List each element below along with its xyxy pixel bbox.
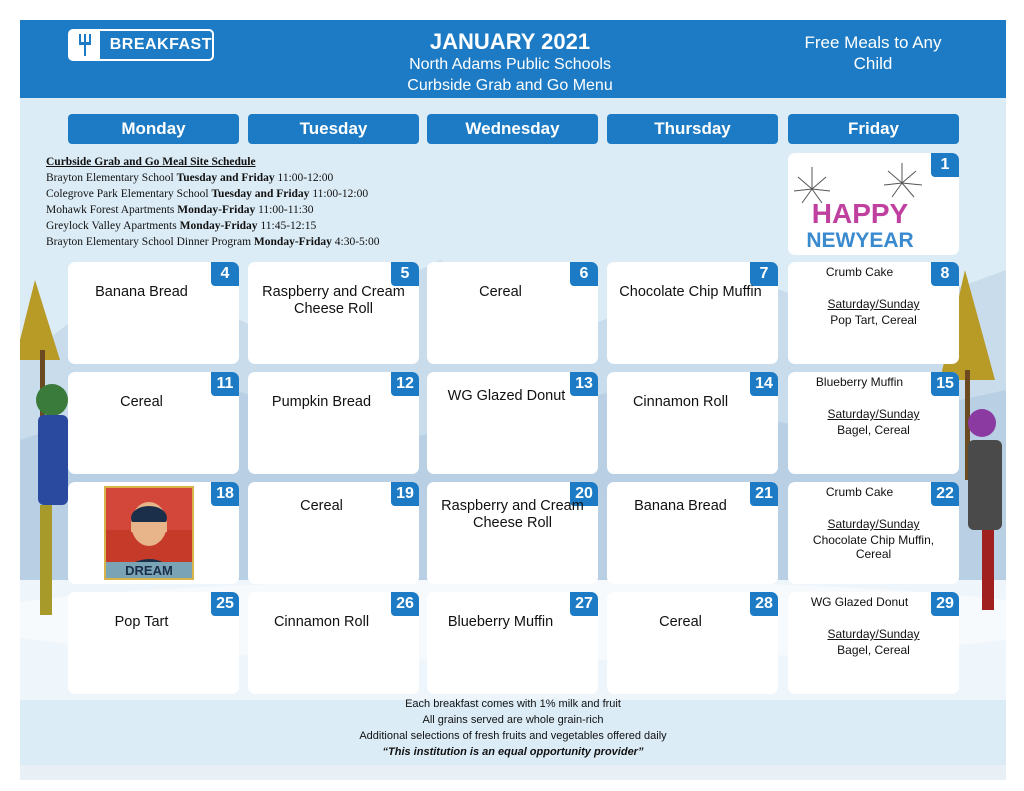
day-cell-7 — [607, 262, 778, 364]
day-number: 25 — [211, 592, 239, 616]
menu-page — [20, 20, 1006, 780]
svg-text:DREAM: DREAM — [125, 563, 173, 578]
svg-text:NEWYEAR: NEWYEAR — [806, 229, 914, 251]
day-cell-11 — [68, 372, 239, 474]
weekend-label: Saturday/Sunday — [827, 297, 920, 311]
day-cell-5 — [248, 262, 419, 364]
day-cell-28 — [607, 592, 778, 694]
menu-item: WG Glazed Donut — [810, 595, 909, 609]
menu-item: Crumb Cake — [825, 485, 894, 499]
day-number: 4 — [211, 262, 239, 286]
day-number: 15 — [931, 372, 959, 396]
menu-item: WG Glazed Donut — [447, 388, 566, 404]
day-cell-15 — [788, 372, 959, 474]
schedule-title: Curbside Grab and Go Meal Site Schedule — [46, 156, 256, 168]
day-cell-18 — [68, 482, 239, 584]
day-cell-6 — [427, 262, 598, 364]
day-number: 5 — [391, 262, 419, 286]
free-meals-line-2: Child — [853, 54, 893, 73]
day-number: 8 — [931, 262, 959, 286]
weekend-label: Saturday/Sunday — [827, 627, 920, 641]
equal-opportunity-statement: “This institution is an equal opportunity provider” — [382, 746, 644, 758]
day-number: 20 — [570, 482, 598, 506]
day-header-wednesday: Wednesday — [427, 114, 598, 144]
day-number: 19 — [391, 482, 419, 506]
day-number: 7 — [750, 262, 778, 286]
weekend-menu: Chocolate Chip Muffin, Cereal — [812, 533, 935, 561]
day-number: 1 — [931, 153, 959, 177]
day-number: 12 — [391, 372, 419, 396]
day-cell-4 — [68, 262, 239, 364]
schedule-line: Brayton Elementary School Tuesday and Friday 11:00-12:00 — [46, 172, 334, 184]
schedule-line: Colegrove Park Elementary School Tuesday and Friday 11:00-12:00 — [46, 188, 369, 200]
day-cell-27 — [427, 592, 598, 694]
day-number: 18 — [211, 482, 239, 506]
day-header-friday: Friday — [788, 114, 959, 144]
menu-item: Pop Tart — [114, 614, 169, 630]
day-number: 13 — [570, 372, 598, 396]
breakfast-logo — [68, 29, 214, 61]
menu-item: Crumb Cake — [825, 265, 894, 279]
weekend-menu: Pop Tart, Cereal — [830, 313, 917, 327]
menu-item: Cereal — [659, 614, 702, 630]
menu-item: Cereal — [120, 394, 163, 410]
free-meals-line-1: Free Meals to Any — [804, 33, 942, 52]
svg-text:HAPPY: HAPPY — [811, 198, 909, 229]
weekend-label: Saturday/Sunday — [827, 407, 920, 421]
day-cell-19 — [248, 482, 419, 584]
day-number: 21 — [750, 482, 778, 506]
day-cell-21 — [607, 482, 778, 584]
menu-item: Banana Bread — [95, 284, 188, 300]
menu-item: Blueberry Muffin — [815, 375, 904, 389]
day-header-monday: Monday — [68, 114, 239, 144]
schedule-line: Brayton Elementary School Dinner Program Monday-Friday 4:30-5:00 — [46, 236, 380, 248]
day-cell-14 — [607, 372, 778, 474]
day-cell-26 — [248, 592, 419, 694]
header-banner — [20, 20, 1006, 98]
day-header-thursday: Thursday — [607, 114, 778, 144]
footer-line: Each breakfast comes with 1% milk and fruit — [405, 698, 621, 710]
day-cell-1 — [788, 153, 959, 255]
footer-line: All grains served are whole grain-rich — [422, 714, 604, 726]
day-number: 22 — [931, 482, 959, 506]
menu-item: Cereal — [300, 498, 343, 514]
day-number: 29 — [931, 592, 959, 616]
day-number: 26 — [391, 592, 419, 616]
footer-line: Additional selections of fresh fruits and vegetables offered daily — [359, 730, 667, 742]
mlk-dream-poster — [104, 486, 194, 580]
day-cell-22 — [788, 482, 959, 584]
day-number: 11 — [211, 372, 239, 396]
happy-new-year-art — [790, 159, 930, 251]
day-cell-12 — [248, 372, 419, 474]
schedule-line: Greylock Valley Apartments Monday-Friday 11:45-12:15 — [46, 220, 317, 232]
page-title: JANUARY 2021 — [429, 29, 591, 54]
menu-subtitle: Curbside Grab and Go Menu — [407, 77, 613, 94]
menu-item: Raspberry and Cream Cheese Roll — [262, 284, 405, 317]
weekend-label: Saturday/Sunday — [827, 517, 920, 531]
menu-item: Cinnamon Roll — [273, 614, 370, 630]
menu-item: Blueberry Muffin — [447, 614, 554, 630]
schedule-line: Mohawk Forest Apartments Monday-Friday 11:00-11:30 — [46, 204, 314, 216]
day-cell-25 — [68, 592, 239, 694]
day-number: 28 — [750, 592, 778, 616]
menu-item: Banana Bread — [634, 498, 727, 514]
day-header-tuesday: Tuesday — [248, 114, 419, 144]
menu-item: Cinnamon Roll — [632, 394, 729, 410]
menu-item: Raspberry and Cream Cheese Roll — [441, 498, 584, 531]
meal-site-schedule — [46, 154, 379, 250]
weekend-menu: Bagel, Cereal — [837, 643, 910, 657]
fork-icon — [70, 31, 100, 59]
footer-notes — [20, 696, 1006, 760]
district-name: North Adams Public Schools — [409, 56, 611, 73]
menu-item: Cereal — [479, 284, 522, 300]
logo-label: BREAKFAST — [109, 36, 212, 53]
menu-item: Pumpkin Bread — [271, 394, 372, 410]
free-meals-note — [778, 32, 968, 74]
day-number: 6 — [570, 262, 598, 286]
day-cell-20 — [427, 482, 598, 584]
day-number: 27 — [570, 592, 598, 616]
day-number: 14 — [750, 372, 778, 396]
menu-item: Chocolate Chip Muffin — [619, 284, 762, 300]
day-cell-13 — [427, 372, 598, 474]
weekend-menu: Bagel, Cereal — [837, 423, 910, 437]
day-cell-29 — [788, 592, 959, 694]
day-cell-8 — [788, 262, 959, 364]
